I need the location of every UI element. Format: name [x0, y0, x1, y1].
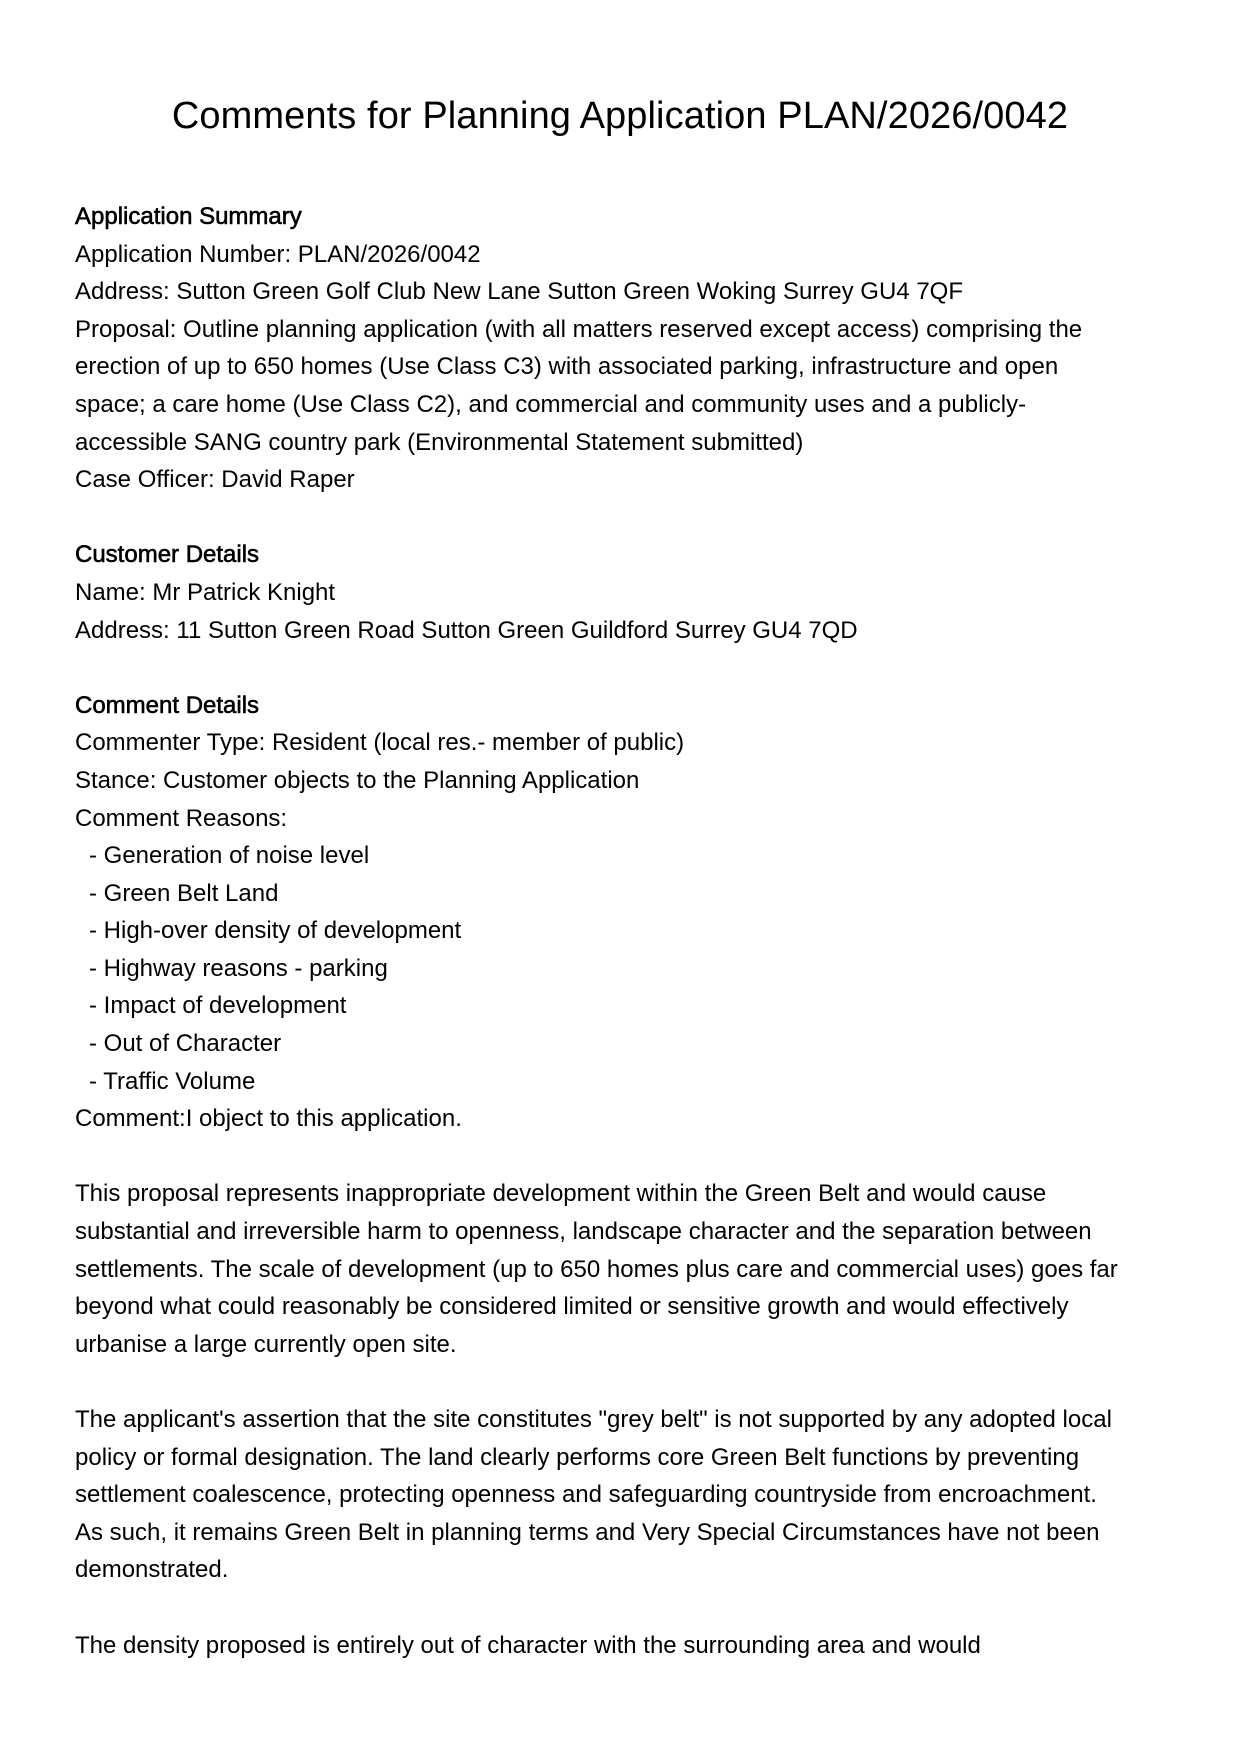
stance: Stance: Customer objects to the Planning Application: [75, 766, 640, 794]
proposal-line: erection of up to 650 homes (Use Class C3) with associated parking, infrastructure and open: [75, 353, 1059, 381]
paragraph-spacer: [75, 1138, 1175, 1176]
comment-reason-item: - Out of Character: [89, 1030, 282, 1058]
application-number: Application Number: PLAN/2026/0042: [75, 240, 481, 268]
comment-paragraph-line: settlement coalescence, protecting openness and safeguarding countryside from encroachment.: [75, 1481, 1097, 1509]
paragraph-spacer: [75, 1589, 1175, 1627]
comment-paragraph: [75, 1627, 1175, 1665]
comment-paragraph-line: The density proposed is entirely out of character with the surrounding area and would: [75, 1631, 981, 1659]
comment-reason-item: - Generation of noise level: [89, 842, 370, 870]
comment-reason-item: - Impact of development: [89, 992, 347, 1020]
document-body: [75, 198, 1175, 1664]
comment-reason-item: - High-over density of development: [89, 917, 462, 945]
paragraph-spacer: [75, 1363, 1175, 1401]
application-address: Address: Sutton Green Golf Club New Lane Sutton Green Woking Surrey GU4 7QF: [75, 278, 963, 306]
comment-paragraph-line: policy or formal designation. The land clearly performs core Green Belt functions by preventing: [75, 1443, 1080, 1471]
comment-reason-item: - Traffic Volume: [89, 1067, 256, 1095]
comment-details-section: [75, 687, 1175, 1138]
customer-details-section: [75, 536, 1175, 649]
page-title: Comments for Planning Application PLAN/2026/0042: [171, 95, 1069, 137]
section-spacer: [75, 499, 1175, 537]
customer-name: Name: Mr Patrick Knight: [75, 578, 336, 606]
case-officer: Case Officer: David Raper: [75, 466, 355, 494]
proposal-line: space; a care home (Use Class C2), and commercial and community uses and a publicly-: [75, 390, 1027, 418]
comment-paragraph-line: urbanise a large currently open site.: [75, 1330, 457, 1358]
comment-paragraph-line: demonstrated.: [75, 1556, 229, 1584]
comment-paragraph-line: This proposal represents inappropriate development within the Green Belt and would cause: [75, 1180, 1047, 1208]
application-summary-heading: Application Summary: [75, 203, 302, 230]
comment-reason-item: - Green Belt Land: [89, 879, 279, 907]
comment-intro: Comment:I object to this application.: [75, 1105, 462, 1133]
section-spacer: [75, 649, 1175, 687]
proposal-line: accessible SANG country park (Environmental Statement submitted): [75, 428, 804, 456]
comment-paragraph-line: substantial and irreversible harm to openness, landscape character and the separation between: [75, 1218, 1092, 1246]
comment-paragraph-line: As such, it remains Green Belt in planning terms and Very Special Circumstances have not been: [75, 1518, 1100, 1546]
comment-reasons-label: Comment Reasons:: [75, 804, 288, 832]
application-summary-section: [75, 198, 1175, 499]
commenter-type: Commenter Type: Resident (local res.- member of public): [75, 729, 685, 757]
comment-details-heading: Comment Details: [75, 691, 260, 719]
comment-reason-item: - Highway reasons - parking: [89, 954, 388, 982]
comment-paragraph: [75, 1175, 1175, 1363]
customer-address: Address: 11 Sutton Green Road Sutton Green Guildford Surrey GU4 7QD: [75, 616, 858, 644]
customer-details-heading: Customer Details: [75, 541, 260, 569]
comment-paragraph-line: The applicant's assertion that the site constitutes "grey belt" is not supported by any adopted local: [75, 1406, 1112, 1433]
comment-paragraph: [75, 1401, 1175, 1589]
comment-paragraph-line: beyond what could reasonably be considered limited or sensitive growth and would effectively: [75, 1293, 1069, 1321]
comment-paragraph-line: settlements. The scale of development (up to 650 homes plus care and commercial uses) goes far: [75, 1255, 1118, 1283]
proposal-line: Proposal: Outline planning application (with all matters reserved except access) comprising the: [75, 315, 1083, 343]
